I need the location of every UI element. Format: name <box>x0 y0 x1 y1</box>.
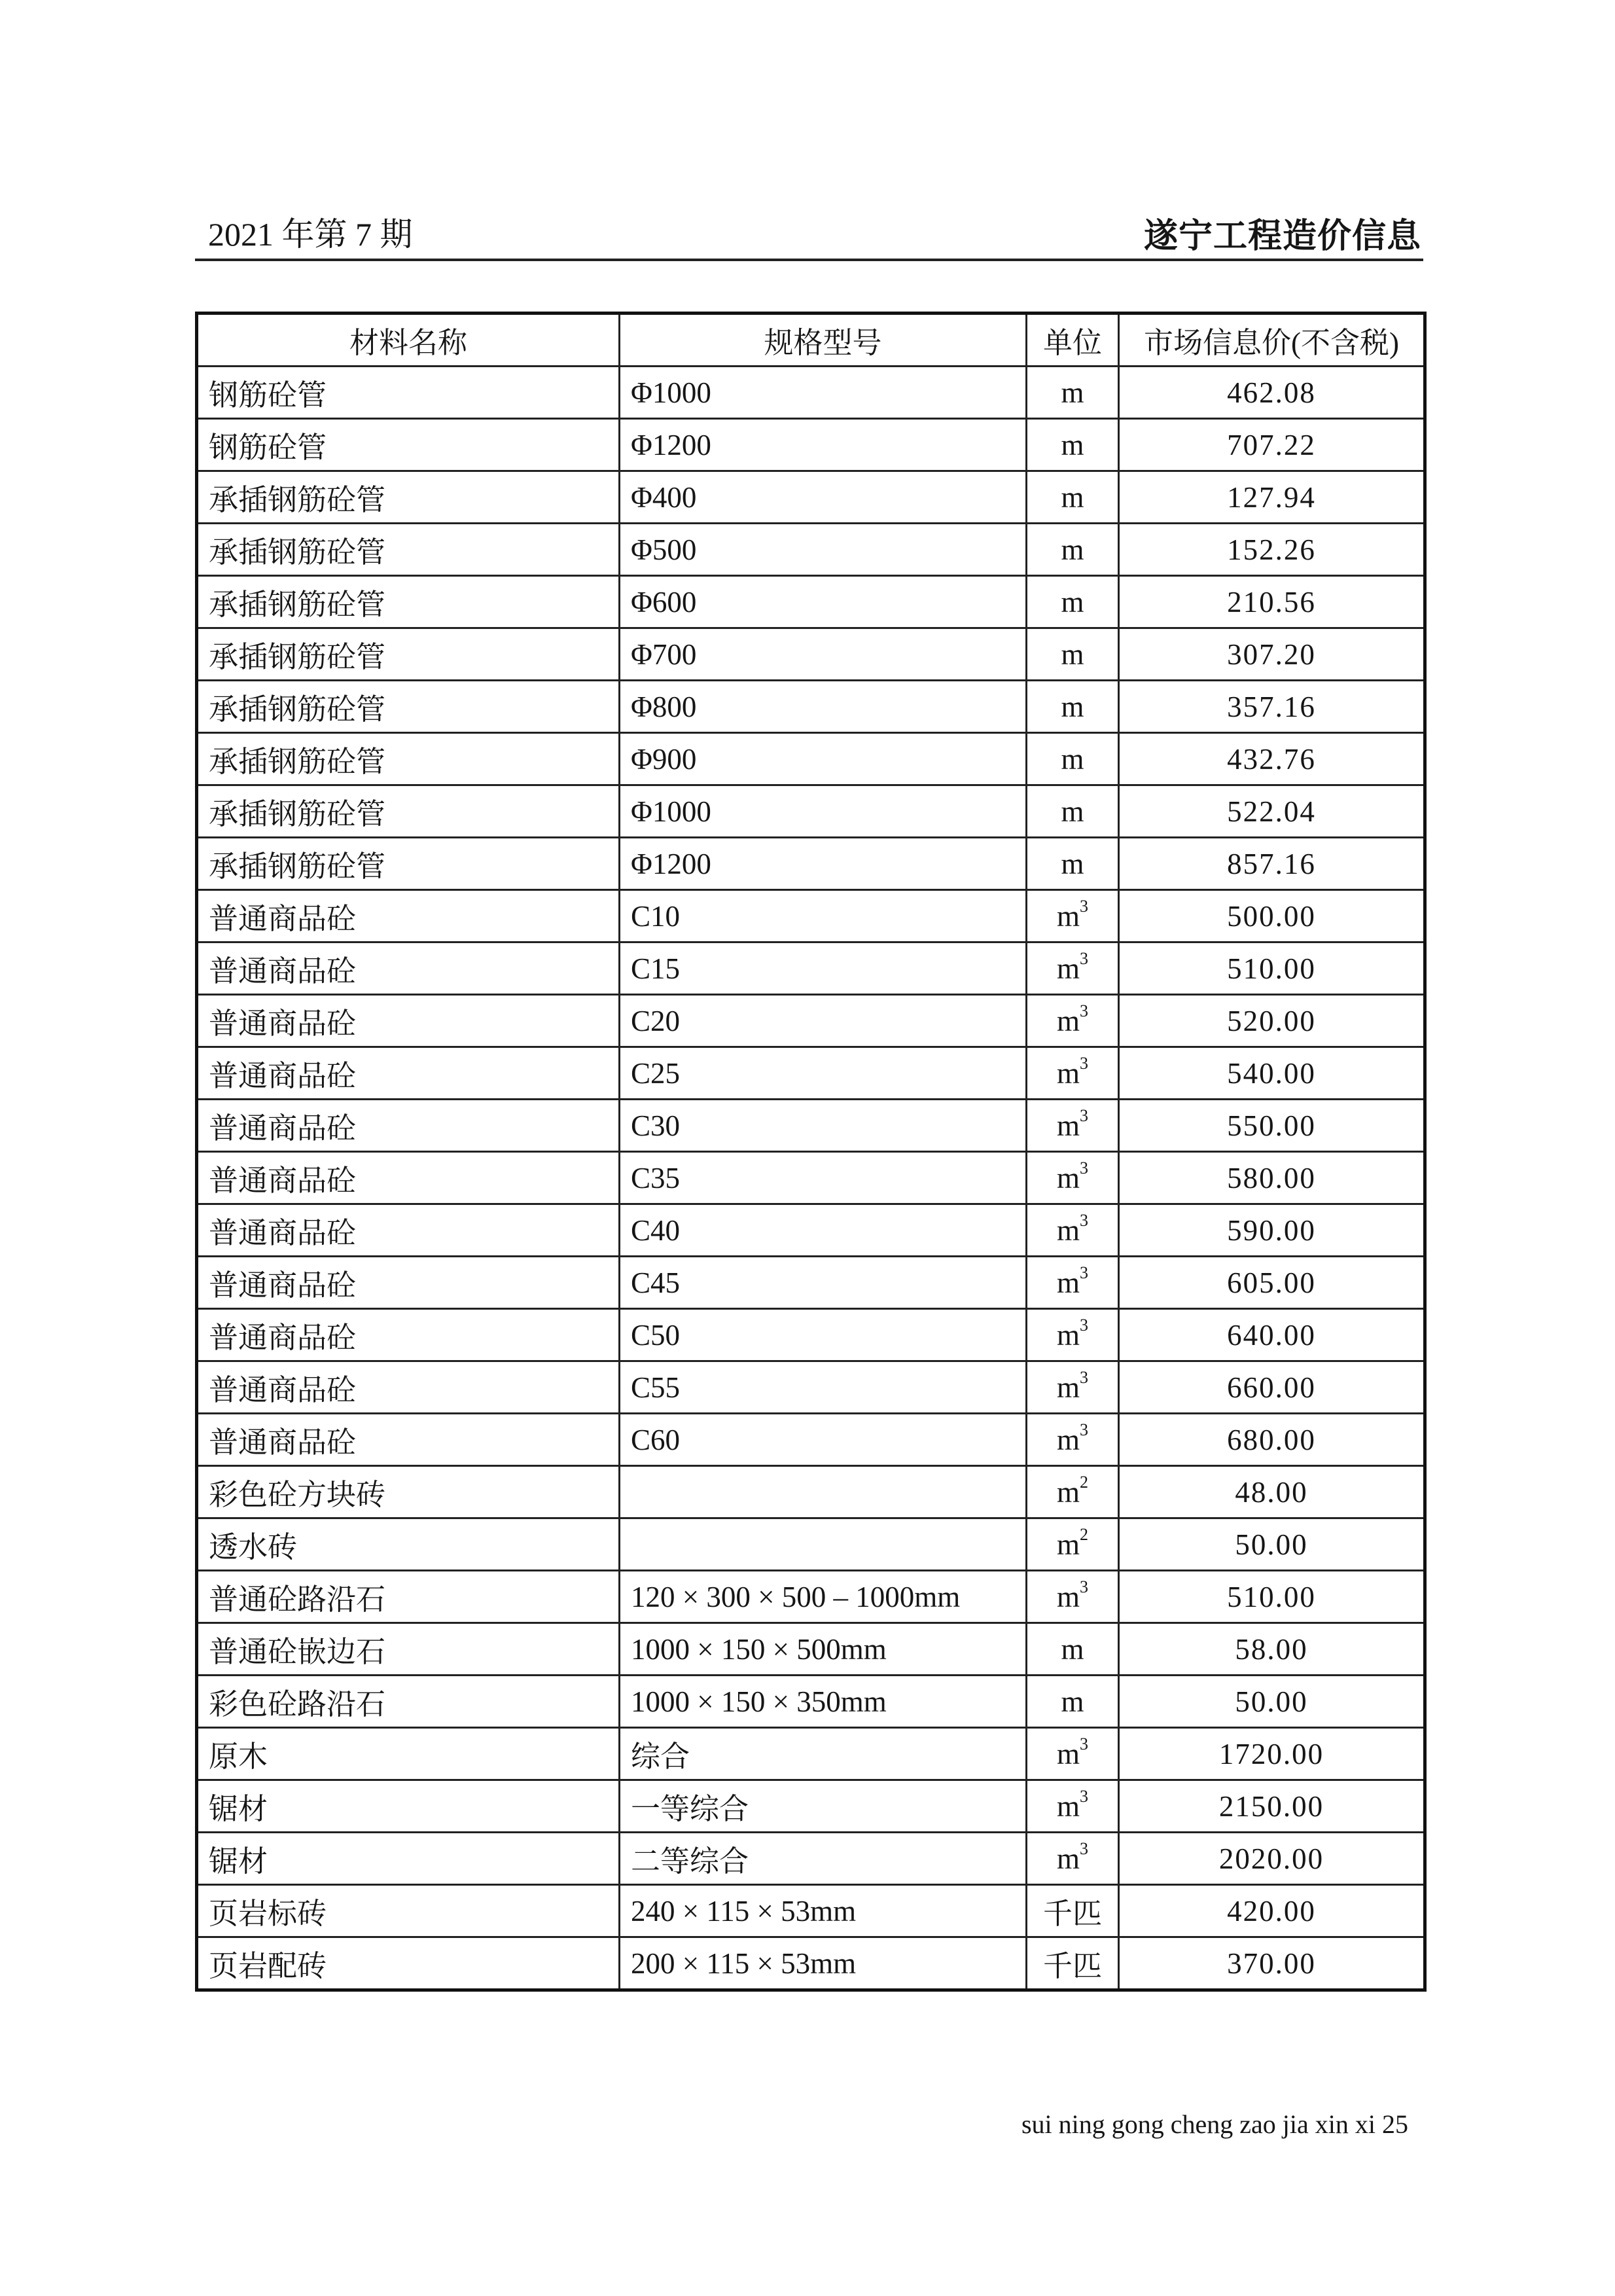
table-row <box>197 576 1425 628</box>
material-name-cell: 普通商品砼 <box>197 942 620 995</box>
unit-base: m <box>1056 1109 1080 1142</box>
material-name-cell: 普通商品砼 <box>197 995 620 1047</box>
unit-base: m <box>1056 1528 1080 1561</box>
table-row <box>197 524 1425 576</box>
price-cell: 50.00 <box>1119 1676 1425 1728</box>
unit-base: m <box>1056 1056 1080 1090</box>
unit-base: 千匹 <box>1042 1897 1102 1930</box>
unit-base: m <box>1061 795 1084 828</box>
material-name-cell: 原木 <box>197 1728 620 1780</box>
table-row <box>197 1780 1425 1833</box>
price-cell: 707.22 <box>1119 419 1425 471</box>
unit-base: m <box>1056 1580 1080 1613</box>
spec-cell: 1000 × 150 × 500mm <box>620 1623 1027 1676</box>
unit-base: m <box>1056 952 1080 985</box>
table-row <box>197 995 1425 1047</box>
unit-cell <box>1027 524 1119 576</box>
spec-cell: Φ1200 <box>620 838 1027 890</box>
unit-base: m <box>1061 1632 1084 1666</box>
unit-cell <box>1027 1257 1119 1309</box>
spec-cell: 200 × 115 × 53mm <box>620 1937 1027 1990</box>
spec-cell: C10 <box>620 890 1027 942</box>
spec-cell: C25 <box>620 1047 1027 1100</box>
material-name-cell: 钢筋砼管 <box>197 419 620 471</box>
col-header-spec: 规格型号 <box>620 314 1027 367</box>
price-cell: 152.26 <box>1119 524 1425 576</box>
table-row <box>197 733 1425 785</box>
price-cell: 590.00 <box>1119 1204 1425 1257</box>
spec-cell: Φ400 <box>620 471 1027 524</box>
unit-base: 千匹 <box>1042 1950 1102 1982</box>
price-cell: 510.00 <box>1119 1571 1425 1623</box>
unit-cell <box>1027 471 1119 524</box>
unit-base: m <box>1061 533 1084 566</box>
price-cell: 127.94 <box>1119 471 1425 524</box>
col-header-unit: 单位 <box>1027 314 1119 367</box>
table-row <box>197 1414 1425 1466</box>
unit-cell <box>1027 628 1119 681</box>
unit-exponent: 3 <box>1080 1315 1088 1335</box>
publication-title: 遂宁工程造价信息 <box>1143 218 1421 255</box>
unit-base: m <box>1061 376 1084 409</box>
unit-base: m <box>1056 1737 1080 1770</box>
spec-cell: Φ700 <box>620 628 1027 681</box>
unit-cell <box>1027 1309 1119 1361</box>
table-row <box>197 419 1425 471</box>
spec-cell: Φ1000 <box>620 367 1027 419</box>
material-name-cell: 透水砖 <box>197 1518 620 1571</box>
price-cell: 370.00 <box>1119 1937 1425 1990</box>
unit-cell <box>1027 838 1119 890</box>
unit-cell <box>1027 1833 1119 1885</box>
material-name-cell: 普通砼路沿石 <box>197 1571 620 1623</box>
spec-cell: Φ600 <box>620 576 1027 628</box>
unit-base: m <box>1056 899 1080 933</box>
table-row <box>197 942 1425 995</box>
table-row <box>197 367 1425 419</box>
spec-cell: 120 × 300 × 500 – 1000mm <box>620 1571 1027 1623</box>
spec-cell: C50 <box>620 1309 1027 1361</box>
unit-exponent: 3 <box>1080 1786 1088 1806</box>
unit-cell <box>1027 1518 1119 1571</box>
material-name-cell: 承插钢筋砼管 <box>197 524 620 576</box>
price-cell: 510.00 <box>1119 942 1425 995</box>
spec-cell: C55 <box>620 1361 1027 1414</box>
spec-cell: C45 <box>620 1257 1027 1309</box>
price-cell: 550.00 <box>1119 1100 1425 1152</box>
table-row <box>197 785 1425 838</box>
unit-exponent: 3 <box>1080 1210 1088 1230</box>
spec-cell <box>620 1518 1027 1571</box>
price-cell: 580.00 <box>1119 1152 1425 1204</box>
unit-cell <box>1027 995 1119 1047</box>
table-row <box>197 681 1425 733</box>
unit-cell <box>1027 1623 1119 1676</box>
unit-base: m <box>1056 1318 1080 1352</box>
price-cell: 50.00 <box>1119 1518 1425 1571</box>
page-footer: sui ning gong cheng zao jia xin xi 25 <box>1021 2109 1408 2139</box>
unit-cell <box>1027 419 1119 471</box>
table-row <box>197 1047 1425 1100</box>
table-row <box>197 1676 1425 1728</box>
unit-base: m <box>1056 1423 1080 1456</box>
price-cell: 210.56 <box>1119 576 1425 628</box>
unit-cell <box>1027 1414 1119 1466</box>
material-name-cell: 普通商品砼 <box>197 1309 620 1361</box>
spec-cell: C30 <box>620 1100 1027 1152</box>
unit-exponent: 3 <box>1080 1367 1088 1387</box>
spec-cell: C60 <box>620 1414 1027 1466</box>
price-cell: 2020.00 <box>1119 1833 1425 1885</box>
unit-base: m <box>1056 1371 1080 1404</box>
material-name-cell: 钢筋砼管 <box>197 367 620 419</box>
unit-cell <box>1027 1937 1119 1990</box>
unit-base: m <box>1056 1842 1080 1875</box>
issue-label: 2021 年第 7 期 <box>208 216 413 253</box>
spec-cell: C35 <box>620 1152 1027 1204</box>
table-row <box>197 471 1425 524</box>
material-name-cell: 承插钢筋砼管 <box>197 733 620 785</box>
spec-cell <box>620 1466 1027 1518</box>
material-name-cell: 彩色砼路沿石 <box>197 1676 620 1728</box>
material-name-cell: 普通商品砼 <box>197 1152 620 1204</box>
spec-cell: 一等综合 <box>620 1780 1027 1833</box>
material-name-cell: 锯材 <box>197 1833 620 1885</box>
price-cell: 432.76 <box>1119 733 1425 785</box>
unit-cell <box>1027 1100 1119 1152</box>
unit-cell <box>1027 367 1119 419</box>
table-row <box>197 838 1425 890</box>
unit-cell <box>1027 890 1119 942</box>
material-name-cell: 承插钢筋砼管 <box>197 576 620 628</box>
unit-base: m <box>1061 480 1084 514</box>
price-cell: 660.00 <box>1119 1361 1425 1414</box>
price-cell: 520.00 <box>1119 995 1425 1047</box>
material-name-cell: 普通商品砼 <box>197 1047 620 1100</box>
spec-cell: 综合 <box>620 1728 1027 1780</box>
material-name-cell: 普通砼嵌边石 <box>197 1623 620 1676</box>
material-name-cell: 彩色砼方块砖 <box>197 1466 620 1518</box>
table-row <box>197 1204 1425 1257</box>
price-cell: 462.08 <box>1119 367 1425 419</box>
unit-cell <box>1027 1466 1119 1518</box>
unit-cell <box>1027 1047 1119 1100</box>
unit-cell <box>1027 1885 1119 1937</box>
unit-exponent: 3 <box>1080 1158 1088 1177</box>
price-cell: 307.20 <box>1119 628 1425 681</box>
table-row <box>197 1937 1425 1990</box>
unit-exponent: 3 <box>1080 1105 1088 1125</box>
unit-base: m <box>1056 1161 1080 1194</box>
price-cell: 857.16 <box>1119 838 1425 890</box>
unit-base: m <box>1056 1266 1080 1299</box>
unit-base: m <box>1056 1475 1080 1509</box>
unit-exponent: 3 <box>1080 1420 1088 1439</box>
unit-base: m <box>1061 742 1084 776</box>
unit-cell <box>1027 942 1119 995</box>
table-row <box>197 1833 1425 1885</box>
unit-cell <box>1027 1204 1119 1257</box>
price-cell: 48.00 <box>1119 1466 1425 1518</box>
price-cell: 640.00 <box>1119 1309 1425 1361</box>
unit-base: m <box>1061 1685 1084 1718</box>
spec-cell: 1000 × 150 × 350mm <box>620 1676 1027 1728</box>
unit-cell <box>1027 1728 1119 1780</box>
table-row <box>197 1466 1425 1518</box>
table-row <box>197 1885 1425 1937</box>
material-name-cell: 普通商品砼 <box>197 1204 620 1257</box>
col-header-name: 材料名称 <box>197 314 620 367</box>
material-name-cell: 普通商品砼 <box>197 1257 620 1309</box>
spec-cell: Φ1200 <box>620 419 1027 471</box>
price-cell: 500.00 <box>1119 890 1425 942</box>
unit-exponent: 3 <box>1080 896 1088 916</box>
table-row <box>197 1361 1425 1414</box>
spec-cell: 240 × 115 × 53mm <box>620 1885 1027 1937</box>
unit-cell <box>1027 1361 1119 1414</box>
spec-cell: 二等综合 <box>620 1833 1027 1885</box>
unit-exponent: 2 <box>1080 1472 1088 1492</box>
unit-cell <box>1027 681 1119 733</box>
table-row <box>197 1518 1425 1571</box>
unit-exponent: 2 <box>1080 1524 1088 1544</box>
price-cell: 680.00 <box>1119 1414 1425 1466</box>
price-cell: 357.16 <box>1119 681 1425 733</box>
unit-exponent: 3 <box>1080 948 1088 968</box>
unit-base: m <box>1056 1004 1080 1037</box>
unit-cell <box>1027 1780 1119 1833</box>
unit-cell <box>1027 576 1119 628</box>
spec-cell: Φ1000 <box>620 785 1027 838</box>
price-cell: 522.04 <box>1119 785 1425 838</box>
unit-base: m <box>1061 847 1084 880</box>
material-name-cell: 承插钢筋砼管 <box>197 681 620 733</box>
unit-base: m <box>1056 1789 1080 1823</box>
material-name-cell: 承插钢筋砼管 <box>197 838 620 890</box>
spec-cell: C15 <box>620 942 1027 995</box>
material-name-cell: 承插钢筋砼管 <box>197 628 620 681</box>
price-cell: 605.00 <box>1119 1257 1425 1309</box>
unit-exponent: 3 <box>1080 1839 1088 1858</box>
price-table <box>195 312 1427 1992</box>
unit-exponent: 3 <box>1080 1053 1088 1073</box>
table-row <box>197 890 1425 942</box>
price-cell: 420.00 <box>1119 1885 1425 1937</box>
material-name-cell: 普通商品砼 <box>197 890 620 942</box>
spec-cell: Φ500 <box>620 524 1027 576</box>
table-row <box>197 1571 1425 1623</box>
unit-exponent: 3 <box>1080 1577 1088 1596</box>
spec-cell: Φ800 <box>620 681 1027 733</box>
material-name-cell: 锯材 <box>197 1780 620 1833</box>
spec-cell: Φ900 <box>620 733 1027 785</box>
material-name-cell: 普通商品砼 <box>197 1100 620 1152</box>
material-name-cell: 承插钢筋砼管 <box>197 785 620 838</box>
unit-base: m <box>1056 1213 1080 1247</box>
table-row <box>197 628 1425 681</box>
unit-cell <box>1027 1571 1119 1623</box>
material-name-cell: 普通商品砼 <box>197 1414 620 1466</box>
material-name-cell: 页岩配砖 <box>197 1937 620 1990</box>
unit-base: m <box>1061 637 1084 671</box>
unit-cell <box>1027 1676 1119 1728</box>
price-cell: 58.00 <box>1119 1623 1425 1676</box>
table-row <box>197 1152 1425 1204</box>
spec-cell: C20 <box>620 995 1027 1047</box>
table-row <box>197 1623 1425 1676</box>
table-row <box>197 1100 1425 1152</box>
price-cell: 540.00 <box>1119 1047 1425 1100</box>
table-header-row <box>197 314 1425 367</box>
spec-cell: C40 <box>620 1204 1027 1257</box>
table-row <box>197 1728 1425 1780</box>
unit-base: m <box>1061 690 1084 723</box>
unit-exponent: 3 <box>1080 1001 1088 1020</box>
unit-base: m <box>1061 428 1084 461</box>
col-header-price: 市场信息价(不含税) <box>1119 314 1425 367</box>
unit-base: m <box>1061 585 1084 619</box>
material-name-cell: 普通商品砼 <box>197 1361 620 1414</box>
unit-exponent: 3 <box>1080 1263 1088 1282</box>
unit-cell <box>1027 785 1119 838</box>
table-row <box>197 1257 1425 1309</box>
unit-exponent: 3 <box>1080 1734 1088 1753</box>
unit-cell <box>1027 1152 1119 1204</box>
unit-cell <box>1027 733 1119 785</box>
material-name-cell: 页岩标砖 <box>197 1885 620 1937</box>
header-divider <box>195 259 1423 261</box>
table-row <box>197 1309 1425 1361</box>
price-cell: 2150.00 <box>1119 1780 1425 1833</box>
price-cell: 1720.00 <box>1119 1728 1425 1780</box>
material-name-cell: 承插钢筋砼管 <box>197 471 620 524</box>
